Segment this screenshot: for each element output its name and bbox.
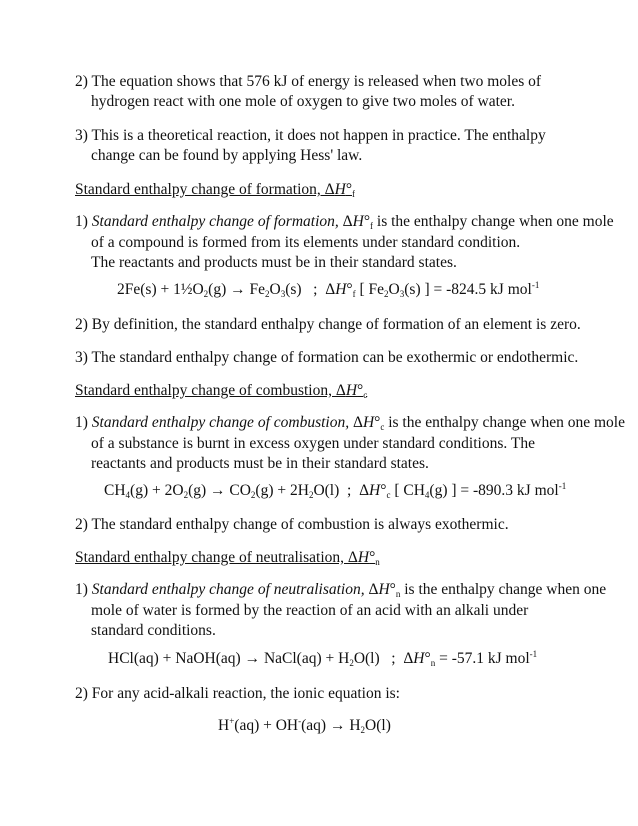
text-line: change can be found by applying Hess' law.: [91, 147, 363, 164]
definition-formation: [75, 212, 614, 273]
definition-line: 1) Standard enthalpy change of formation, ΔH°f is the enthalpy change when one mole: [75, 213, 614, 231]
text-line: mole of water is formed by the reaction of an acid with an alkali under: [91, 602, 529, 619]
definition-text: is the enthalpy change when one mole: [384, 414, 625, 431]
paragraph-theoretical-reaction: [75, 126, 575, 166]
heading-neutralisation: Standard enthalpy change of neutralisation, ΔH°n: [75, 549, 380, 567]
text-line: reactants and products must be in their standard states.: [91, 455, 429, 472]
text-line: of a substance is burnt in excess oxygen under standard conditions. The: [91, 435, 535, 452]
definition-combustion: [75, 413, 625, 474]
paragraph-always-exothermic: 2) The standard enthalpy change of combustion is always exothermic.: [75, 516, 509, 533]
definition-text: is the enthalpy change when one mole: [373, 213, 614, 230]
defined-term: Standard enthalpy change of formation,: [91, 213, 343, 230]
defined-term: Standard enthalpy change of neutralisation,: [91, 581, 369, 598]
defined-term: Standard enthalpy change of combustion,: [91, 414, 353, 431]
paragraph-hydrogen-energy: [75, 72, 575, 112]
text-line: standard conditions.: [91, 622, 216, 639]
item-number: 1): [75, 581, 92, 598]
text-line: The reactants and products must be in their standard states.: [91, 254, 457, 271]
text-line: 3) This is a theoretical reaction, it does not happen in practice. The enthalpy: [75, 127, 546, 144]
definition-text: is the enthalpy change when one: [400, 581, 607, 598]
equation-ionic: H+(aq) + OH-(aq) → H2O(l): [218, 716, 391, 735]
definition-neutralisation: [75, 580, 607, 641]
paragraph-element-zero: 2) By definition, the standard enthalpy change of formation of an element is zero.: [75, 316, 581, 333]
text-line: hydrogen react with one mole of oxygen to give two moles of water.: [91, 93, 515, 110]
definition-line: 1) Standard enthalpy change of combustion, ΔH°c is the enthalpy change when one mole: [75, 414, 625, 432]
heading-combustion: Standard enthalpy change of combustion, ΔH°c: [75, 382, 368, 400]
paragraph-ionic-equation-intro: 2) For any acid-alkali reaction, the ionic equation is:: [75, 685, 400, 702]
paragraph-exo-endo: 3) The standard enthalpy change of formation can be exothermic or endothermic.: [75, 349, 579, 366]
text-line: 2) The equation shows that 576 kJ of energy is released when two moles of: [75, 73, 542, 90]
equation-formation: 2Fe(s) + 1½O2(g) → Fe2O3(s) ; ΔH°f [ Fe2O3(s) ] = -824.5 kJ mol$^{-1}$: [117, 280, 540, 299]
equation-neutralisation: HCl(aq) + NaOH(aq) → NaCl(aq) + H2O(l) ; ΔH°n = -57.1 kJ mol$^{-1}$: [108, 649, 538, 668]
text-line: of a compound is formed from its elements under standard condition.: [91, 234, 521, 251]
definition-line: 1) Standard enthalpy change of neutralisation, ΔH°n is the enthalpy change when one: [75, 581, 607, 599]
item-number: 1): [75, 213, 92, 230]
heading-formation: Standard enthalpy change of formation, ΔH°f: [75, 181, 356, 199]
item-number: 1): [75, 414, 92, 431]
equation-combustion: CH4(g) + 2O2(g) → CO2(g) + 2H2O(l) ; ΔH°c [ CH4(g) ] = -890.3 kJ mol$^{-1}$: [104, 481, 567, 500]
